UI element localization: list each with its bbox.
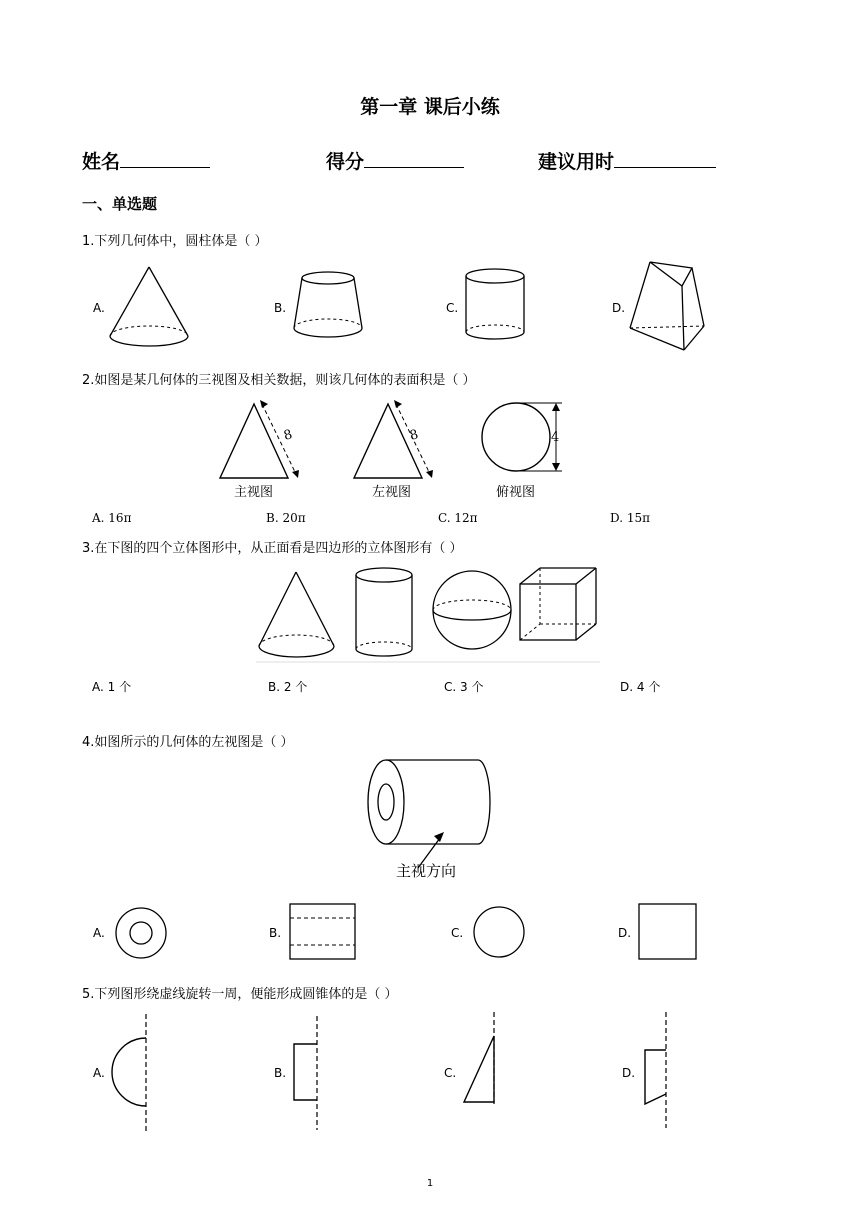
q2-option-d: D. 15π [610, 511, 650, 525]
hollow-cylinder-figure [366, 756, 496, 852]
question-3: 3.在下图的四个立体图形中，从正面看是四边形的立体图形有（ ） [82, 541, 463, 556]
q1-option-b: B. [274, 301, 287, 315]
q2-option-c: C. 12π [438, 511, 478, 525]
q5-option-d: D. [622, 1066, 636, 1080]
ring-figure [114, 906, 170, 962]
q3-option-d: D. 4 个 [620, 680, 661, 694]
cone-figure [108, 264, 190, 350]
question-1: 1.下列几何体中，圆柱体是（ ） [82, 234, 268, 249]
page-number: 1 [426, 1178, 434, 1189]
four-solids-figure [256, 566, 604, 664]
q1-option-d: D. [612, 301, 626, 315]
front-view-caption: 主视图 [234, 485, 274, 500]
q5-option-c: C. [444, 1066, 457, 1080]
time-label: 建议用时 [538, 151, 615, 173]
cube-solid [520, 568, 596, 640]
score-field [326, 147, 464, 174]
side-view-caption: 左视图 [372, 485, 412, 500]
semicircle-figure [108, 1012, 152, 1134]
q3-option-b: B. 2 个 [268, 680, 308, 694]
name-field [82, 147, 210, 174]
q4-option-d: D. [618, 926, 632, 940]
question-2: 2.如图是某几何体的三视图及相关数据，则该几何体的表面积是（ ） [82, 373, 476, 388]
q1-option-a: A. [93, 301, 105, 315]
q3-option-c: C. 3 个 [444, 680, 484, 694]
q4-option-b: B. [269, 926, 282, 940]
page-title: 第一章 课后小练 [360, 96, 500, 118]
prism-figure [628, 258, 708, 352]
question-5: 5.下列图形绕虚线旋转一周，便能形成圆锥体的是（ ） [82, 987, 398, 1002]
top-view-dimension: 4 [551, 430, 560, 445]
q5-option-a: A. [93, 1066, 105, 1080]
dashed-rectangle-figure [289, 903, 357, 961]
time-blank [614, 148, 716, 168]
sphere-solid [433, 571, 511, 649]
trapezoid-figure [640, 1010, 672, 1130]
time-field [538, 147, 716, 174]
score-blank [364, 148, 464, 168]
q3-option-a: A. 1 个 [92, 680, 132, 694]
score-label: 得分 [326, 151, 365, 173]
square-figure [638, 903, 698, 961]
front-view-dimension: 8 [282, 427, 295, 444]
front-view-figure [214, 398, 309, 482]
section-heading: 一、单选题 [82, 195, 158, 213]
name-label: 姓名 [82, 151, 121, 173]
cylinder-solid [356, 568, 412, 656]
q4-option-a: A. [93, 926, 105, 940]
circle-figure [472, 905, 528, 961]
top-view-caption: 俯视图 [496, 485, 536, 500]
name-blank [120, 148, 210, 168]
frustum-figure [292, 270, 364, 342]
cylinder-figure [464, 268, 526, 348]
side-view-figure [348, 398, 443, 482]
q4-option-c: C. [451, 926, 464, 940]
triangle-figure [460, 1010, 500, 1106]
q1-option-c: C. [446, 301, 459, 315]
view-direction-caption: 主视方向 [396, 862, 457, 880]
q2-option-b: B. 20π [266, 511, 306, 525]
side-view-dimension: 8 [408, 427, 421, 444]
question-4: 4.如图所示的几何体的左视图是（ ） [82, 735, 294, 750]
cone-solid [259, 572, 334, 657]
q2-option-a: A. 16π [92, 511, 132, 525]
rectangle-figure [290, 1014, 324, 1132]
q5-option-b: B. [274, 1066, 287, 1080]
